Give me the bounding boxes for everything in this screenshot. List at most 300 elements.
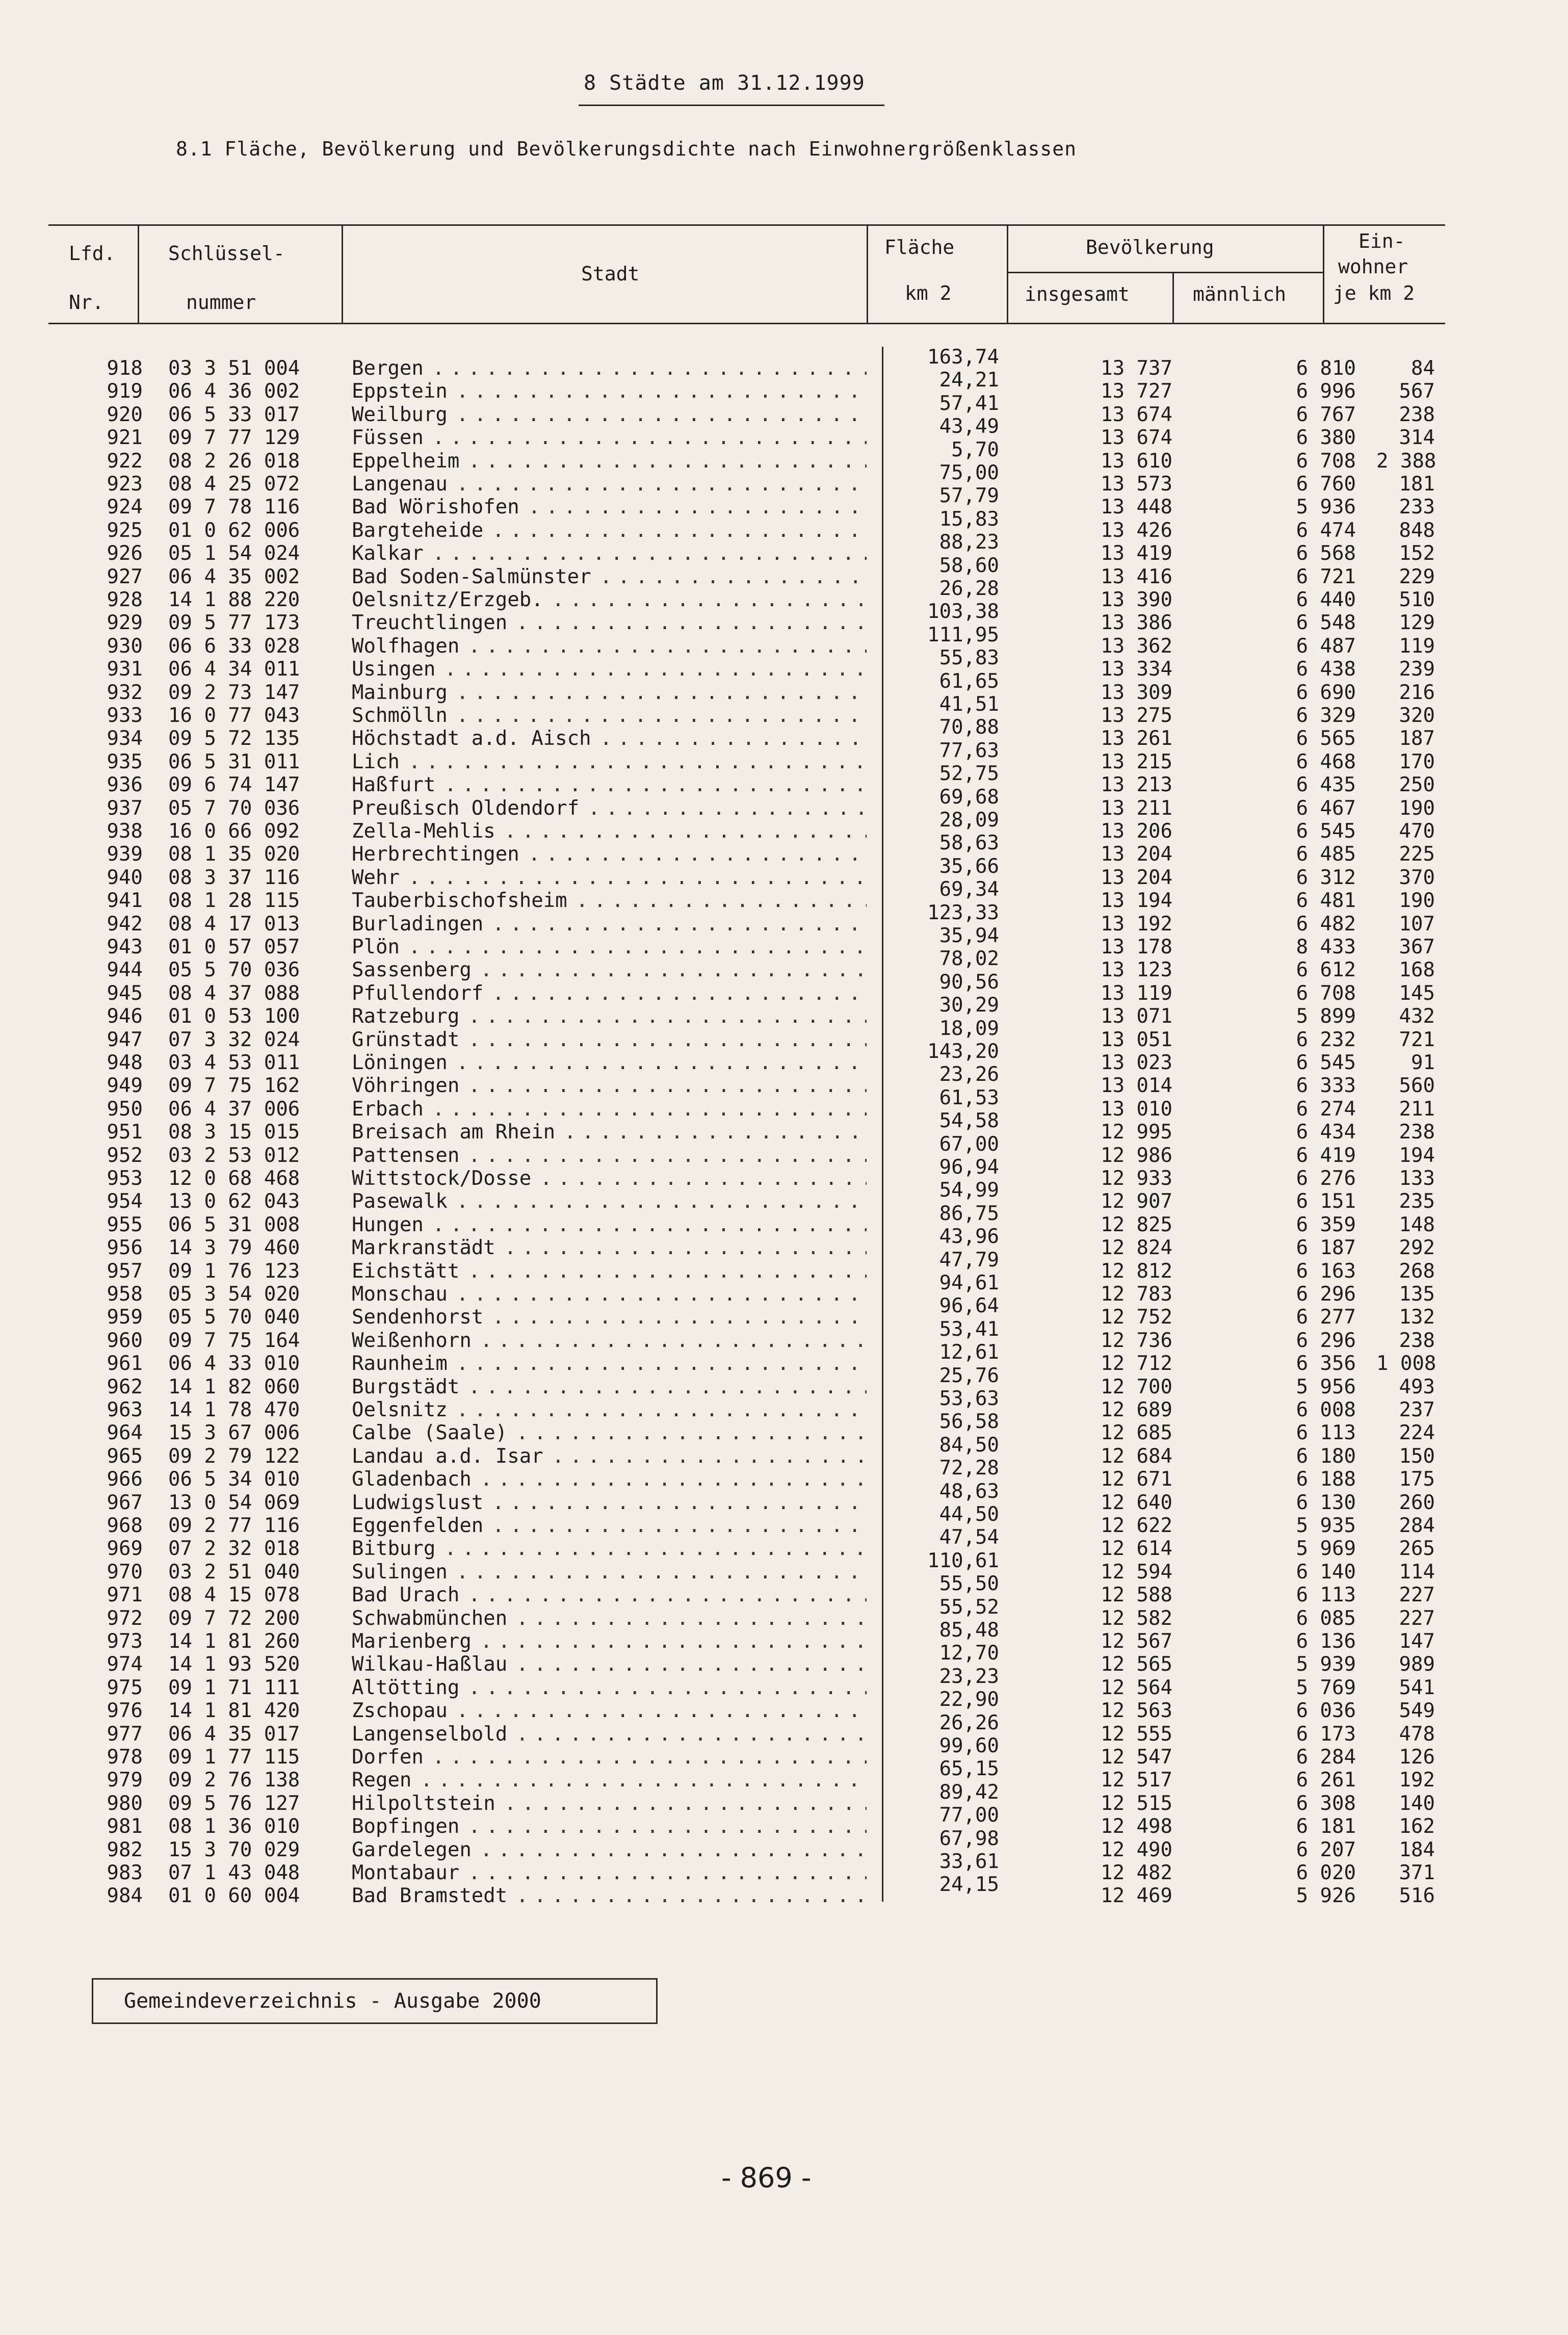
row-population-total: 12 498 bbox=[1101, 1815, 1172, 1838]
row-key: 13 0 62 043 bbox=[168, 1190, 300, 1213]
row-key: 09 1 71 111 bbox=[168, 1676, 300, 1699]
row-area: 96,64 bbox=[939, 1294, 999, 1318]
row-population-total: 13 448 bbox=[1101, 496, 1172, 519]
row-lfd: 918 bbox=[107, 357, 143, 380]
row-city: Oelsnitz/Erzgeb. . . . bbox=[352, 588, 867, 612]
row-area: 57,79 bbox=[939, 484, 999, 508]
table-row bbox=[0, 1619, 1568, 1653]
table-title: 8.1 Fläche, Bevölkerung und Bevölkerungsdichte nach Einwohnergrößenklassen bbox=[176, 138, 1077, 160]
row-population-total: 12 685 bbox=[1101, 1421, 1172, 1445]
row-population-male: 8 433 bbox=[1296, 936, 1356, 958]
row-population-male: 5 935 bbox=[1296, 1514, 1356, 1537]
row-city: Erbach . . . bbox=[352, 1098, 867, 1121]
header-population: Bevölkerung bbox=[1086, 236, 1214, 258]
row-key: 09 7 77 129 bbox=[168, 426, 300, 450]
row-area: 67,98 bbox=[939, 1827, 999, 1850]
row-population-total: 12 594 bbox=[1101, 1560, 1172, 1584]
row-population-total: 13 192 bbox=[1101, 912, 1172, 936]
row-population-total: 13 275 bbox=[1101, 704, 1172, 727]
row-area: 43,96 bbox=[939, 1225, 999, 1249]
row-lfd: 960 bbox=[107, 1329, 143, 1352]
row-lfd: 973 bbox=[107, 1630, 143, 1653]
row-key: 01 0 60 004 bbox=[168, 1884, 300, 1908]
row-city: Markranstädt . . . bbox=[352, 1236, 867, 1260]
row-density: 135 bbox=[1399, 1283, 1435, 1306]
row-city: Herbrechtingen . . . bbox=[352, 843, 867, 866]
table-row bbox=[0, 1526, 1568, 1561]
row-city: Langenselbold . . . bbox=[352, 1723, 867, 1746]
row-density: 229 bbox=[1399, 565, 1435, 588]
row-area: 96,94 bbox=[939, 1156, 999, 1179]
row-density: 493 bbox=[1399, 1375, 1435, 1398]
row-lfd: 933 bbox=[107, 704, 143, 727]
row-area: 103,38 bbox=[927, 600, 999, 624]
page-number: - 869 - bbox=[721, 2162, 812, 2194]
row-population-total: 13 014 bbox=[1101, 1074, 1172, 1098]
row-population-total: 12 517 bbox=[1101, 1769, 1172, 1792]
row-area: 78,02 bbox=[939, 947, 999, 971]
table-row bbox=[0, 762, 1568, 797]
row-area: 69,68 bbox=[939, 785, 999, 809]
row-key: 05 5 70 036 bbox=[168, 958, 300, 982]
row-population-total: 13 674 bbox=[1101, 426, 1172, 450]
row-key: 07 3 32 024 bbox=[168, 1028, 300, 1051]
row-area: 26,26 bbox=[939, 1711, 999, 1734]
header-pop-male: männlich bbox=[1193, 283, 1287, 305]
row-density: 284 bbox=[1399, 1514, 1435, 1537]
row-area: 23,23 bbox=[939, 1665, 999, 1688]
table-row bbox=[0, 716, 1568, 750]
row-population-total: 13 211 bbox=[1101, 796, 1172, 820]
row-population-male: 6 232 bbox=[1296, 1028, 1356, 1051]
row-city: Altötting . . . bbox=[352, 1676, 867, 1700]
row-population-total: 12 515 bbox=[1101, 1792, 1172, 1815]
row-population-male: 6 690 bbox=[1296, 681, 1356, 704]
row-key: 09 7 75 162 bbox=[168, 1074, 300, 1098]
row-key: 08 4 17 013 bbox=[168, 912, 300, 936]
row-key: 03 4 53 011 bbox=[168, 1051, 300, 1074]
row-lfd: 924 bbox=[107, 496, 143, 519]
row-city: Weilburg . . . bbox=[352, 403, 867, 427]
row-lfd: 982 bbox=[107, 1838, 143, 1861]
row-city: Regen . . . bbox=[352, 1769, 867, 1792]
row-city: Wehr . . . bbox=[352, 866, 867, 890]
row-population-male: 6 173 bbox=[1296, 1722, 1356, 1746]
row-lfd: 942 bbox=[107, 912, 143, 936]
row-population-male: 6 136 bbox=[1296, 1630, 1356, 1653]
header-area-top: Fläche bbox=[884, 236, 955, 258]
row-lfd: 928 bbox=[107, 588, 143, 611]
row-density: 567 bbox=[1399, 380, 1435, 403]
chapter-title: 8 Städte am 31.12.1999 bbox=[584, 71, 865, 95]
row-key: 14 3 79 460 bbox=[168, 1236, 300, 1260]
row-lfd: 943 bbox=[107, 936, 143, 958]
row-lfd: 981 bbox=[107, 1815, 143, 1838]
row-area: 23,26 bbox=[939, 1063, 999, 1086]
row-population-total: 12 684 bbox=[1101, 1444, 1172, 1468]
row-population-male: 6 151 bbox=[1296, 1190, 1356, 1213]
row-lfd: 959 bbox=[107, 1306, 143, 1329]
row-city: Pfullendorf . . . bbox=[352, 982, 867, 1005]
row-city: Ratzeburg . . . bbox=[352, 1005, 867, 1028]
row-density: 150 bbox=[1399, 1444, 1435, 1468]
row-lfd: 932 bbox=[107, 681, 143, 704]
row-density: 721 bbox=[1399, 1028, 1435, 1051]
row-population-male: 6 612 bbox=[1296, 958, 1356, 982]
row-population-total: 12 783 bbox=[1101, 1283, 1172, 1306]
row-city: Wittstock/Dosse . . . bbox=[352, 1167, 867, 1190]
header-divider bbox=[1172, 272, 1174, 323]
row-lfd: 920 bbox=[107, 403, 143, 426]
row-density: 371 bbox=[1399, 1861, 1435, 1884]
header-area-bottom: km 2 bbox=[905, 282, 952, 304]
row-area: 84,50 bbox=[939, 1433, 999, 1457]
row-density: 238 bbox=[1399, 403, 1435, 426]
row-city: Mainburg . . . bbox=[352, 681, 867, 705]
row-lfd: 922 bbox=[107, 449, 143, 473]
row-area: 55,50 bbox=[939, 1572, 999, 1596]
row-population-male: 6 085 bbox=[1296, 1606, 1356, 1630]
row-density: 432 bbox=[1399, 1005, 1435, 1028]
row-key: 09 2 77 116 bbox=[168, 1514, 300, 1537]
row-area: 143,20 bbox=[927, 1040, 999, 1063]
row-population-male: 6 810 bbox=[1296, 357, 1356, 380]
row-density: 132 bbox=[1399, 1306, 1435, 1329]
table-row bbox=[0, 1387, 1568, 1422]
row-population-male: 6 487 bbox=[1296, 634, 1356, 658]
row-lfd: 930 bbox=[107, 634, 143, 658]
row-population-male: 5 939 bbox=[1296, 1653, 1356, 1676]
table-row bbox=[0, 1873, 1568, 1908]
table-row bbox=[0, 878, 1568, 913]
row-population-total: 13 010 bbox=[1101, 1097, 1172, 1121]
header-key-top: Schlüssel- bbox=[168, 242, 285, 265]
row-density: 181 bbox=[1399, 473, 1435, 496]
row-density: 84 bbox=[1411, 357, 1435, 380]
header-divider bbox=[138, 226, 139, 323]
row-key: 08 1 36 010 bbox=[168, 1815, 300, 1838]
row-area: 85,48 bbox=[939, 1619, 999, 1642]
row-area: 43,49 bbox=[939, 415, 999, 438]
row-population-male: 6 113 bbox=[1296, 1421, 1356, 1445]
row-area: 18,09 bbox=[939, 1017, 999, 1040]
row-area: 94,61 bbox=[939, 1272, 999, 1294]
row-population-male: 6 356 bbox=[1296, 1352, 1356, 1376]
row-population-total: 13 674 bbox=[1101, 403, 1172, 426]
row-area: 163,74 bbox=[927, 346, 999, 369]
row-city: Raunheim . . . bbox=[352, 1352, 867, 1376]
row-city: Vöhringen . . . bbox=[352, 1074, 867, 1098]
header-city: Stadt bbox=[581, 263, 640, 285]
row-city: Marienberg . . . bbox=[352, 1630, 867, 1653]
row-lfd: 966 bbox=[107, 1468, 143, 1491]
row-city: Eggenfelden . . . bbox=[352, 1514, 867, 1538]
row-lfd: 931 bbox=[107, 658, 143, 681]
row-lfd: 962 bbox=[107, 1375, 143, 1398]
row-area: 24,21 bbox=[939, 369, 999, 392]
row-key: 14 1 93 520 bbox=[168, 1653, 300, 1676]
row-lfd: 925 bbox=[107, 518, 143, 542]
row-lfd: 965 bbox=[107, 1444, 143, 1468]
row-key: 09 2 76 138 bbox=[168, 1769, 300, 1792]
row-area: 44,50 bbox=[939, 1503, 999, 1526]
row-population-male: 6 207 bbox=[1296, 1838, 1356, 1861]
row-city: Hungen . . . bbox=[352, 1213, 867, 1237]
row-key: 05 3 54 020 bbox=[168, 1283, 300, 1306]
row-key: 08 1 35 020 bbox=[168, 843, 300, 866]
row-city: Wilkau-Haßlau . . . bbox=[352, 1653, 867, 1676]
row-population-male: 6 708 bbox=[1296, 981, 1356, 1005]
row-population-total: 12 565 bbox=[1101, 1653, 1172, 1676]
row-population-total: 12 547 bbox=[1101, 1746, 1172, 1769]
row-population-total: 13 261 bbox=[1101, 727, 1172, 750]
row-key: 09 6 74 147 bbox=[168, 773, 300, 797]
row-lfd: 975 bbox=[107, 1676, 143, 1699]
row-key: 09 5 76 127 bbox=[168, 1792, 300, 1815]
row-population-total: 12 671 bbox=[1101, 1468, 1172, 1491]
row-density: 367 bbox=[1399, 936, 1435, 958]
row-key: 14 1 81 420 bbox=[168, 1699, 300, 1723]
row-lfd: 927 bbox=[107, 565, 143, 588]
row-area: 55,52 bbox=[939, 1595, 999, 1619]
table-row bbox=[0, 1272, 1568, 1306]
row-city: Schwabmünchen . . . bbox=[352, 1607, 867, 1630]
row-key: 06 4 37 006 bbox=[168, 1097, 300, 1121]
row-key: 06 4 35 017 bbox=[168, 1722, 300, 1746]
row-density: 314 bbox=[1399, 426, 1435, 450]
row-population-male: 6 188 bbox=[1296, 1468, 1356, 1491]
row-city: Füssen . . . bbox=[352, 426, 867, 450]
row-key: 08 4 15 078 bbox=[168, 1584, 300, 1607]
row-density: 211 bbox=[1399, 1097, 1435, 1121]
row-area: 24,15 bbox=[939, 1873, 999, 1897]
row-lfd: 937 bbox=[107, 796, 143, 820]
row-city: Bad Soden-Salmünster . . . bbox=[352, 565, 867, 589]
row-population-male: 6 359 bbox=[1296, 1213, 1356, 1236]
table-row bbox=[0, 994, 1568, 1028]
row-population-total: 13 194 bbox=[1101, 889, 1172, 913]
row-density: 235 bbox=[1399, 1190, 1435, 1213]
row-city: Treuchtlingen . . . bbox=[352, 611, 867, 635]
row-lfd: 946 bbox=[107, 1005, 143, 1028]
row-population-total: 13 119 bbox=[1101, 981, 1172, 1005]
row-area: 48,63 bbox=[939, 1480, 999, 1503]
row-area: 35,94 bbox=[939, 924, 999, 947]
row-density: 265 bbox=[1399, 1537, 1435, 1561]
row-lfd: 944 bbox=[107, 958, 143, 982]
row-key: 07 2 32 018 bbox=[168, 1537, 300, 1561]
row-population-male: 6 020 bbox=[1296, 1861, 1356, 1884]
row-area: 30,29 bbox=[939, 994, 999, 1017]
row-density: 227 bbox=[1399, 1584, 1435, 1607]
row-density: 237 bbox=[1399, 1398, 1435, 1421]
row-area: 12,70 bbox=[939, 1642, 999, 1665]
row-population-male: 6 277 bbox=[1296, 1306, 1356, 1329]
row-population-total: 13 386 bbox=[1101, 611, 1172, 635]
row-lfd: 963 bbox=[107, 1398, 143, 1421]
row-population-total: 12 933 bbox=[1101, 1167, 1172, 1190]
row-lfd: 919 bbox=[107, 380, 143, 403]
row-density: 168 bbox=[1399, 958, 1435, 982]
row-density: 133 bbox=[1399, 1167, 1435, 1190]
row-area: 22,90 bbox=[939, 1688, 999, 1711]
row-density: 1 008 bbox=[1376, 1352, 1436, 1376]
row-lfd: 950 bbox=[107, 1097, 143, 1121]
header-divider bbox=[867, 226, 868, 323]
row-area: 28,09 bbox=[939, 809, 999, 832]
row-population-male: 6 545 bbox=[1296, 1051, 1356, 1074]
row-key: 15 3 67 006 bbox=[168, 1421, 300, 1445]
row-density: 549 bbox=[1399, 1699, 1435, 1723]
table-row bbox=[0, 1503, 1568, 1538]
row-key: 08 3 37 116 bbox=[168, 866, 300, 889]
row-lfd: 941 bbox=[107, 889, 143, 913]
row-key: 06 4 33 010 bbox=[168, 1352, 300, 1376]
row-density: 510 bbox=[1399, 588, 1435, 611]
row-population-male: 6 474 bbox=[1296, 518, 1356, 542]
footer-box: Gemeindeverzeichnis - Ausgabe 2000 bbox=[92, 1978, 658, 2024]
row-lfd: 976 bbox=[107, 1699, 143, 1723]
row-lfd: 971 bbox=[107, 1584, 143, 1607]
row-area: 56,58 bbox=[939, 1410, 999, 1434]
row-city: Höchstadt a.d. Aisch . . . bbox=[352, 727, 867, 750]
row-population-total: 12 482 bbox=[1101, 1861, 1172, 1884]
row-city: Langenau . . . bbox=[352, 473, 867, 496]
row-lfd: 964 bbox=[107, 1421, 143, 1445]
row-key: 09 7 78 116 bbox=[168, 496, 300, 519]
row-population-total: 12 824 bbox=[1101, 1236, 1172, 1260]
row-density: 989 bbox=[1399, 1653, 1435, 1676]
row-population-total: 13 309 bbox=[1101, 681, 1172, 704]
row-lfd: 954 bbox=[107, 1190, 143, 1213]
row-population-male: 6 308 bbox=[1296, 1792, 1356, 1815]
row-area: 72,28 bbox=[939, 1457, 999, 1480]
row-area: 58,60 bbox=[939, 554, 999, 577]
row-area: 90,56 bbox=[939, 970, 999, 994]
row-key: 14 1 81 260 bbox=[168, 1630, 300, 1653]
row-area: 26,28 bbox=[939, 577, 999, 600]
row-lfd: 967 bbox=[107, 1491, 143, 1514]
row-population-total: 13 123 bbox=[1101, 958, 1172, 982]
row-key: 08 4 25 072 bbox=[168, 473, 300, 496]
header-lfd-bottom: Nr. bbox=[69, 291, 104, 314]
row-key: 03 2 53 012 bbox=[168, 1144, 300, 1167]
row-population-male: 6 767 bbox=[1296, 403, 1356, 426]
row-lfd: 958 bbox=[107, 1283, 143, 1306]
row-density: 190 bbox=[1399, 889, 1435, 913]
row-density: 268 bbox=[1399, 1259, 1435, 1283]
row-city: Zella-Mehlis . . . bbox=[352, 820, 867, 843]
row-area: 75,00 bbox=[939, 461, 999, 484]
row-lfd: 938 bbox=[107, 820, 143, 843]
row-area: 69,34 bbox=[939, 878, 999, 901]
row-city: Dorfen . . . bbox=[352, 1746, 867, 1769]
table-row bbox=[0, 1642, 1568, 1676]
row-density: 238 bbox=[1399, 1329, 1435, 1352]
row-density: 470 bbox=[1399, 820, 1435, 843]
row-population-male: 6 163 bbox=[1296, 1259, 1356, 1283]
row-population-male: 6 708 bbox=[1296, 449, 1356, 473]
row-key: 06 5 31 008 bbox=[168, 1213, 300, 1236]
row-population-male: 6 467 bbox=[1296, 796, 1356, 820]
row-population-male: 6 187 bbox=[1296, 1236, 1356, 1260]
row-city: Schmölln . . . bbox=[352, 704, 867, 728]
row-density: 250 bbox=[1399, 773, 1435, 797]
row-city: Sassenberg . . . bbox=[352, 958, 867, 982]
row-key: 05 1 54 024 bbox=[168, 542, 300, 565]
row-city: Sendenhorst . . . bbox=[352, 1306, 867, 1329]
row-density: 216 bbox=[1399, 681, 1435, 704]
row-area: 77,00 bbox=[939, 1804, 999, 1827]
row-density: 225 bbox=[1399, 843, 1435, 866]
row-area: 35,66 bbox=[939, 854, 999, 878]
row-key: 06 4 36 002 bbox=[168, 380, 300, 403]
row-key: 09 1 76 123 bbox=[168, 1259, 300, 1283]
header-key-bottom: nummer bbox=[186, 291, 256, 314]
table-row bbox=[0, 1457, 1568, 1491]
row-key: 09 7 75 164 bbox=[168, 1329, 300, 1352]
row-density: 148 bbox=[1399, 1213, 1435, 1236]
row-density: 119 bbox=[1399, 634, 1435, 658]
row-area: 89,42 bbox=[939, 1780, 999, 1804]
row-key: 09 2 79 122 bbox=[168, 1444, 300, 1468]
row-density: 192 bbox=[1399, 1769, 1435, 1792]
row-density: 190 bbox=[1399, 796, 1435, 820]
row-population-male: 6 140 bbox=[1296, 1560, 1356, 1584]
row-city: Wolfhagen . . . bbox=[352, 635, 867, 658]
row-key: 05 7 70 036 bbox=[168, 796, 300, 820]
row-city: Pasewalk . . . bbox=[352, 1190, 867, 1213]
row-density: 239 bbox=[1399, 658, 1435, 681]
table-row bbox=[0, 1665, 1568, 1700]
row-density: 187 bbox=[1399, 727, 1435, 750]
row-population-male: 6 261 bbox=[1296, 1769, 1356, 1792]
table-row bbox=[0, 415, 1568, 450]
row-population-male: 6 760 bbox=[1296, 473, 1356, 496]
row-city: Gardelegen . . . bbox=[352, 1838, 867, 1862]
row-population-total: 12 736 bbox=[1101, 1329, 1172, 1352]
row-population-total: 13 390 bbox=[1101, 588, 1172, 611]
table-row bbox=[0, 369, 1568, 403]
row-area: 12,61 bbox=[939, 1341, 999, 1364]
row-area: 53,63 bbox=[939, 1387, 999, 1410]
row-density: 478 bbox=[1399, 1722, 1435, 1746]
row-density: 233 bbox=[1399, 496, 1435, 519]
row-population-male: 6 180 bbox=[1296, 1444, 1356, 1468]
row-key: 03 2 51 040 bbox=[168, 1560, 300, 1584]
table-row bbox=[0, 600, 1568, 635]
row-population-total: 12 588 bbox=[1101, 1584, 1172, 1607]
row-population-male: 5 769 bbox=[1296, 1676, 1356, 1699]
row-lfd: 979 bbox=[107, 1769, 143, 1792]
row-area: 5,70 bbox=[951, 438, 999, 461]
row-lfd: 980 bbox=[107, 1792, 143, 1815]
row-key: 09 7 72 200 bbox=[168, 1606, 300, 1630]
row-lfd: 952 bbox=[107, 1144, 143, 1167]
row-area: 61,53 bbox=[939, 1086, 999, 1109]
row-density: 292 bbox=[1399, 1236, 1435, 1260]
table-row bbox=[0, 1225, 1568, 1260]
table-row bbox=[0, 1804, 1568, 1838]
row-key: 03 3 51 004 bbox=[168, 357, 300, 380]
row-population-male: 6 276 bbox=[1296, 1167, 1356, 1190]
row-key: 14 1 82 060 bbox=[168, 1375, 300, 1398]
row-density: 516 bbox=[1399, 1884, 1435, 1908]
row-population-male: 6 380 bbox=[1296, 426, 1356, 450]
row-population-total: 13 419 bbox=[1101, 542, 1172, 565]
row-key: 01 0 57 057 bbox=[168, 936, 300, 958]
row-city: Eppelheim . . . bbox=[352, 450, 867, 473]
